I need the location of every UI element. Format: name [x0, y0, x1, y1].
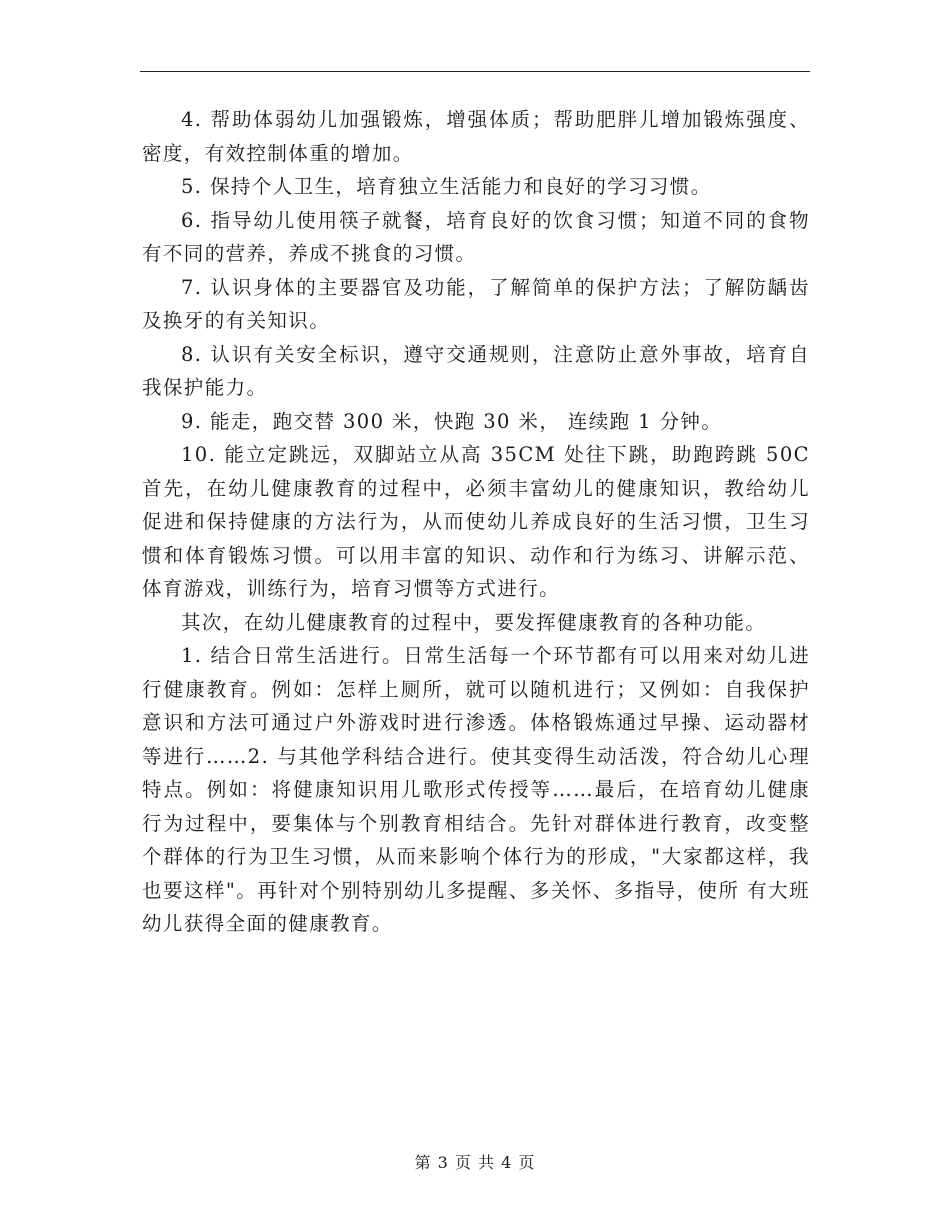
paragraph: 7. 认识身体的主要器官及功能，了解简单的保护方法；了解防龋齿及换牙的有关知识。: [142, 275, 810, 332]
paragraph: 10. 能立定跳远，双脚站立从高 35CM 处往下跳，助跑跨跳 50C 首先，在幼儿健康教育的过程中，必须丰富幼儿的健康知识，教给幼儿促进和保持健康的方法行为，从而使幼儿养成良好的生活习惯，卫生习惯和体育锻炼习惯。可以用丰富的知识、动作和行为练习、讲解示范、体育游戏，训练行为，培育习惯等方式进行。: [142, 443, 810, 600]
header-rule: [140, 71, 810, 72]
paragraph: 1. 结合日常生活进行。日常生活每一个环节都有可以用来对幼儿进行健康教育。例如：怎样上厕所，就可以随机进行；又例如：自我保护意识和方法可通过户外游戏时进行渗透。体格锻炼通过早操、运动器材等进行……2. 与其他学科结合进行。使其变得生动活泼，符合幼儿心理特点。例如：将健康知识用儿歌形式传授等……最后，在培育幼儿健康行为过程中，要集体与个别教育相结合。先针对群体进行教育，改变整个群体的行为卫生习惯，从而来影响个体行为的形成，"大家都这样，我也要这样"。再针对个别特别幼儿多提醒、多关怀、多指导，使所 有大班幼儿获得全面的健康教育。: [142, 644, 810, 935]
paragraph: 8. 认识有关安全标识，遵守交通规则，注意防止意外事故，培育自我保护能力。: [142, 342, 810, 399]
paragraph: 9. 能走，跑交替 300 米，快跑 30 米， 连续跑 1 分钟。: [181, 409, 723, 433]
paragraph: 4. 帮助体弱幼儿加强锻炼，增强体质；帮助肥胖儿增加锻炼强度、密度，有效控制体重的增加。: [142, 108, 810, 165]
paragraph: 5. 保持个人卫生，培育独立生活能力和良好的学习习惯。: [181, 175, 712, 198]
page-number: 第 3 页 共 4 页: [414, 1153, 536, 1172]
document-body: [142, 103, 810, 941]
paragraph: 其次，在幼儿健康教育的过程中，要发挥健康教育的各种功能。: [181, 610, 767, 634]
paragraph: 6. 指导幼儿使用筷子就餐，培育良好的饮食习惯；知道不同的食物有不同的营养，养成不挑食的习惯。: [142, 208, 810, 265]
